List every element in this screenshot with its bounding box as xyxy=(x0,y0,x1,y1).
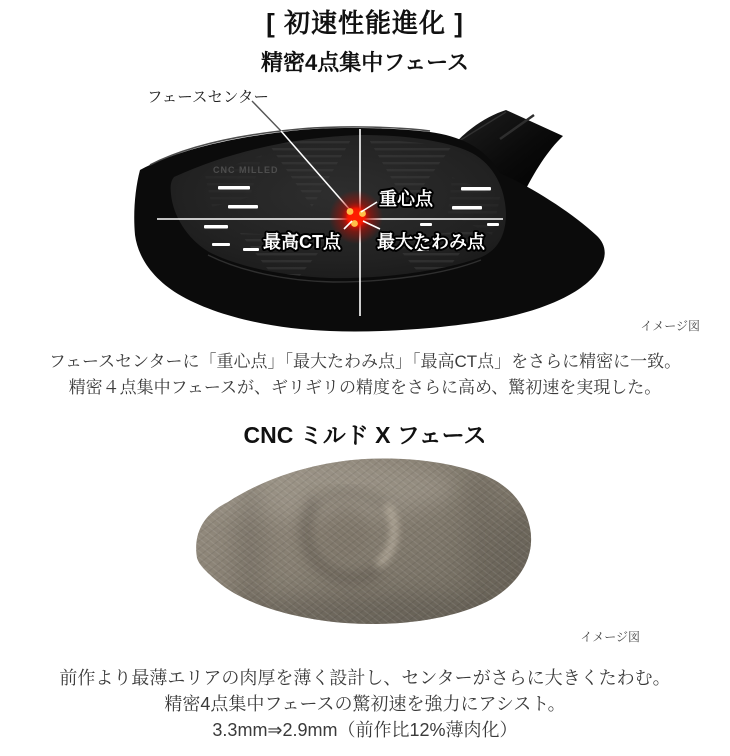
max-deflection-point-label: 最大たわみ点 xyxy=(377,232,485,252)
face-center-callout-label: フェースセンター xyxy=(147,89,269,106)
cnc-face-illustration xyxy=(0,452,730,650)
image-disclaimer-caption: イメージ図 xyxy=(640,319,700,333)
page-title: [ 初速性能進化 ] xyxy=(266,8,464,38)
image-disclaimer-caption-2: イメージ図 xyxy=(580,630,640,644)
max-ct-point-label: 最高CT点 xyxy=(263,232,341,252)
cnc-description xyxy=(0,665,730,743)
face-subtitle: 精密4点集中フェース xyxy=(260,50,470,75)
marker-dot xyxy=(347,208,354,215)
cnc-description-line1: 前作より最薄エリアの肉厚を薄く設計し、センターがさらに大きくたわむ。 xyxy=(59,668,671,688)
face-description xyxy=(0,349,730,401)
face-description-line2: 精密４点集中フェースが、ギリギリの精度をさらに高め、驚初速を実現した。 xyxy=(68,378,662,397)
cnc-face-figure xyxy=(0,452,730,650)
cnc-description-line2: 精密4点集中フェースの驚初速を強力にアシスト。 xyxy=(164,694,566,714)
cnc-milled-engraving: CNC MILLED xyxy=(213,165,279,175)
cnc-face-heading: CNC ミルド X フェース xyxy=(243,422,487,448)
gravity-point-label: 重心点 xyxy=(379,189,433,209)
driver-face-figure xyxy=(0,85,730,335)
face-description-line1: フェースセンターに「重心点」「最大たわみ点」「最高CT点」をさらに精密に一致。 xyxy=(48,352,682,371)
driver-face-illustration xyxy=(0,85,730,335)
cnc-description-line3: 3.3mm⇒2.9mm（前作比12%薄肉化） xyxy=(212,720,518,740)
insert-shading xyxy=(150,452,580,650)
